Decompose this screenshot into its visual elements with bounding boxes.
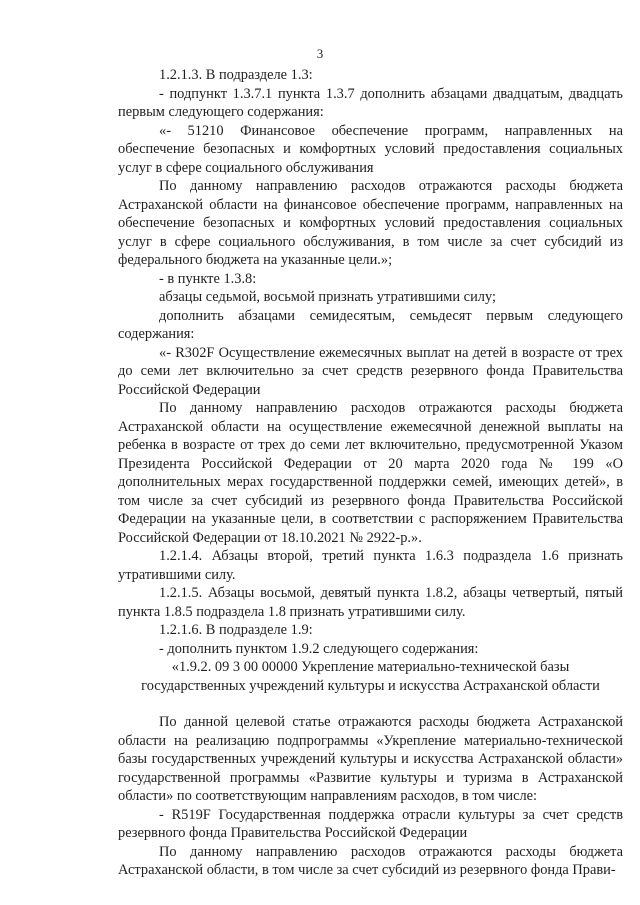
document-body — [118, 66, 623, 880]
paragraph: По данной целевой статье отражаются расходы бюджета Астраханской области на реализацию подпрограммы «Укрепление материально-технической базы государственных учреждений культуры и искусства Астраханской области» государственной программы «Развитие культуры и туризма в Астраханской области» по соответствующим направлениям расходов, в том числе: — [118, 714, 623, 804]
paragraph: «- R302F Осуществление ежемесячных выплат на детей в возрасте от трех до семи лет включительно за счет средств резервного фонда Правительства Российской Федерации — [118, 344, 623, 398]
paragraph: «- 51210 Финансовое обеспечение программ, направленных на обеспечение безопасных и комфортных условий предоставления социальных услуг в сфере социального обслуживания — [118, 122, 623, 176]
paragraph: 1.2.1.6. В подразделе 1.9: — [159, 622, 313, 638]
spacer — [118, 695, 623, 713]
paragraph: - R519F Государственная поддержка отрасли культуры за счет средств резервного фонда Правительства Российской Федерации — [118, 806, 623, 841]
paragraph: дополнить абзацами семидесятым, семьдесят первым следующего содержания: — [118, 307, 623, 342]
paragraph: - подпункт 1.3.7.1 пункта 1.3.7 дополнить абзацами двадцатым, двадцать первым следующего содержания: — [118, 85, 623, 120]
paragraph: - в пункте 1.3.8: — [159, 270, 257, 287]
paragraph: - дополнить пунктом 1.9.2 следующего содержания: — [159, 640, 479, 657]
paragraph: По данному направлению расходов отражаются расходы бюджета Астраханской области на осуществление ежемесячной денежной выплаты на ребенка в возрасте от трех до семи лет включительно, предусмотренной Указом Президента Российской Федерации от 20 марта 2020 года № 199 «О дополнительных мерах государственной поддержки семей, имеющих детей», в том числе за счет субсидий из резервного фонда Правительства Российской Федерации на указанные цели, в соответствии с распоряжением Правительства Российской Федерации от 18.10.2021 № 2922-р.». — [118, 400, 623, 546]
section-heading: «1.9.2. 09 3 00 00000 Укрепление материально-технической базы государственных учреждений культуры и искусства Астраханской области — [141, 659, 600, 694]
paragraph: По данному направлению расходов отражаются расходы бюджета Астраханской области, в том числе за счет субсидий из резервного фонда Прави- — [118, 843, 623, 878]
paragraph: По данному направлению расходов отражаются расходы бюджета Астраханской области на финансовое обеспечение программ, направленных на обеспечение безопасных и комфортных условий предоставления социальных услуг в сфере социального обслуживания, в том числе за счет субсидий из федерального бюджета на указанные цели.»; — [118, 178, 623, 268]
paragraph: 1.2.1.5. Абзацы восьмой, девятый пункта 1.8.2, абзацы четвертый, пятый пункта 1.8.5 подраздела 1.8 признать утратившими силу. — [118, 585, 623, 620]
page-number: 3 — [316, 46, 324, 61]
paragraph: 1.2.1.3. В подразделе 1.3: — [159, 67, 313, 83]
paragraph: абзацы седьмой, восьмой признать утратившими силу; — [159, 289, 496, 305]
paragraph: 1.2.1.4. Абзацы второй, третий пункта 1.6.3 подраздела 1.6 признать утратившими силу. — [118, 548, 623, 583]
